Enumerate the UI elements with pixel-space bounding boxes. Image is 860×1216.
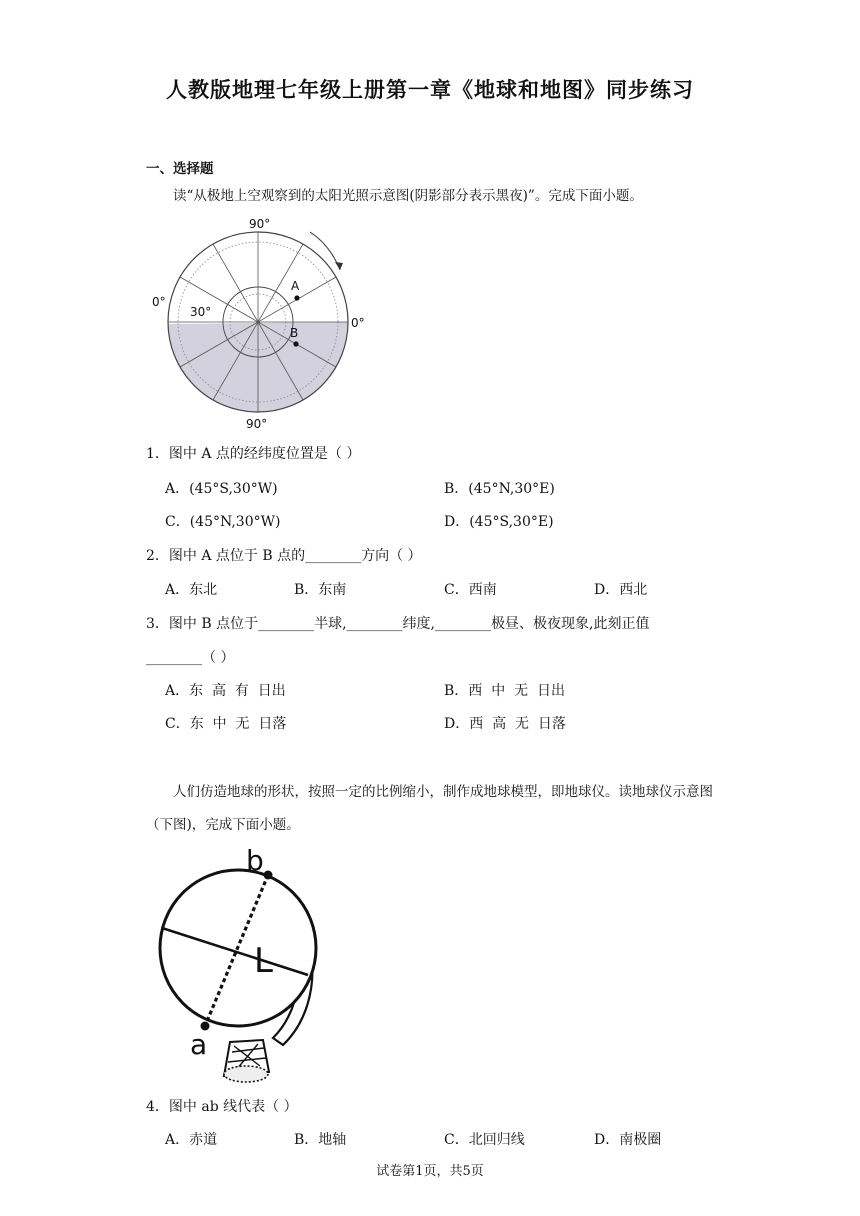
- label-b-letter: b: [246, 844, 264, 877]
- intro-group2: 人们仿造地球的形状，按照一定的比例缩小，制作成地球模型，即地球仪。读地球仪示意图（下图)，完成下面小题。: [146, 784, 713, 833]
- intro-group1: 读“从极地上空观察到的太阳光照示意图(阴影部分表示黑夜)”。完成下面小题。: [173, 188, 643, 204]
- q2-option-b[interactable]: B．东南: [294, 582, 347, 598]
- label-bottom-90: 90°: [246, 417, 268, 431]
- q2-option-c[interactable]: C．西南: [444, 582, 497, 598]
- q4-option-c[interactable]: C．北回归线: [444, 1132, 525, 1148]
- q2-option-a[interactable]: A．东北: [165, 582, 218, 598]
- label-right-0: 0°: [351, 316, 365, 330]
- q3-option-d[interactable]: D．西 高 无 日落: [444, 716, 566, 732]
- page-title: 人教版地理七年级上册第一章《地球和地图》同步练习: [166, 78, 694, 102]
- label-a-letter: a: [190, 1028, 208, 1061]
- label-b: B: [290, 326, 299, 340]
- label-l-letter: L: [254, 941, 273, 981]
- q2-option-d[interactable]: D．西北: [594, 582, 648, 598]
- question-2-stem: 2．图中 A 点位于 B 点的________方向（ ）: [146, 548, 422, 564]
- q1-option-c[interactable]: C．(45°N,30°W): [165, 514, 281, 530]
- globe-figure: [148, 840, 338, 1085]
- q1-option-a[interactable]: A．(45°S,30°W): [165, 481, 278, 497]
- q1-option-d[interactable]: D．(45°S,30°E): [444, 514, 554, 530]
- q1-option-b[interactable]: B．(45°N,30°E): [444, 481, 555, 497]
- page-footer: 试卷第1页，共5页: [376, 1164, 484, 1179]
- q3-option-c[interactable]: C．东 中 无 日落: [165, 716, 287, 732]
- polar-light-figure: [148, 210, 378, 434]
- label-left-0: 0°: [152, 295, 166, 309]
- q4-option-a[interactable]: A．赤道: [165, 1132, 218, 1148]
- section-heading: 一、选择题: [146, 161, 214, 177]
- label-30: 30°: [190, 305, 212, 319]
- q4-option-b[interactable]: B．地轴: [294, 1132, 347, 1148]
- question-3-stem-cont: ________（ ）: [146, 650, 235, 666]
- question-1-stem: 1．图中 A 点的经纬度位置是（ ）: [146, 446, 361, 462]
- question-4-stem: 4．图中 ab 线代表（ ）: [146, 1099, 298, 1115]
- question-3-stem: 3．图中 B 点位于________半球,________纬度,________极昼、极夜现象,此刻正值: [146, 616, 650, 632]
- q3-option-b[interactable]: B．西 中 无 日出: [444, 683, 565, 699]
- label-a: A: [291, 279, 300, 293]
- point-b: [293, 341, 298, 346]
- q3-option-a[interactable]: A．东 高 有 日出: [165, 683, 286, 699]
- night-shade: [166, 322, 348, 420]
- point-a: [294, 295, 299, 300]
- q4-option-d[interactable]: D．南极圈: [594, 1132, 662, 1148]
- label-top-90: 90°: [249, 217, 271, 231]
